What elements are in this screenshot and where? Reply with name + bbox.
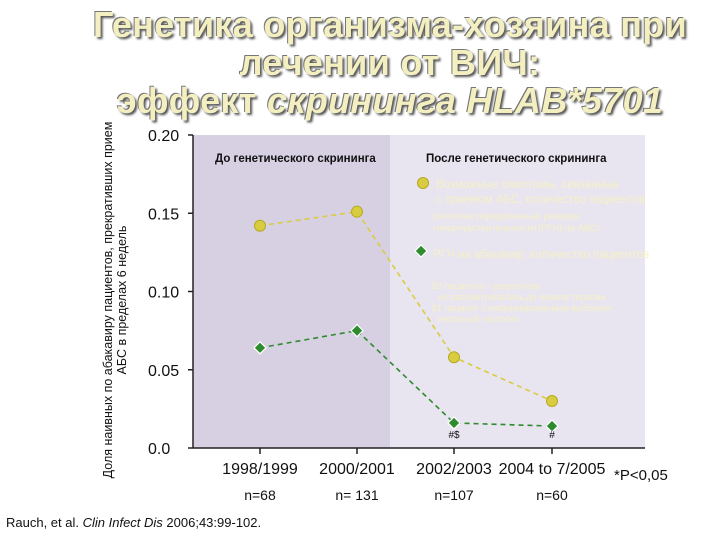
n-label-2: n=107 [434, 487, 474, 503]
y-tick-label-1: 0.05 [148, 362, 180, 380]
legend-note-symptoms-line-1: гиперчувствительности [РГЧ] на АВС) [433, 223, 600, 234]
x-tick-label-1: 2000/2001 [319, 461, 395, 478]
n-label-0: n=68 [244, 487, 276, 503]
legend-note-symptoms-line-0: (включая определенные реакции [433, 211, 580, 222]
region-label-after: После генетического скрининга [426, 153, 607, 165]
citation-journal: Clin Infect Dis [82, 515, 163, 530]
series-0-point-2 [449, 352, 460, 363]
point-annotation-1: # [549, 430, 555, 441]
series-0-point-1 [352, 206, 363, 217]
footnote-1-line-1: неполный гаплотип [438, 314, 520, 324]
footnote-0-line-0: $2 пациента – результаты [432, 281, 541, 291]
region-label-before: До генетического скрининга [215, 153, 376, 165]
region-before-screening [193, 135, 390, 448]
title-line-3-italic: скрининга HLAB*5701 [266, 80, 664, 121]
p-value-note: *P<0,05 [614, 467, 668, 484]
legend-label-symptoms-line-1: с приемом АБС, количество пациентов [436, 194, 646, 206]
citation-rest: 2006;43:99-102. [162, 515, 262, 530]
legend-label-hsr-line-0: РГЧ на абакавир, количество пациентов [433, 249, 650, 261]
series-0-point-0 [255, 220, 266, 231]
legend-marker-symptoms [418, 178, 429, 189]
title-line-2: лечении от ВИЧ: [239, 42, 541, 83]
footnote-1-line-0: $1 пациент с информированным выбором/ [432, 303, 612, 313]
y-tick-label-3: 0.15 [148, 206, 180, 224]
citation [6, 515, 261, 530]
point-annotation-0: #$ [448, 430, 460, 441]
x-tick-label-0: 1998/1999 [222, 461, 298, 478]
footnote-0-line-1: не рассматривались до начала терапии [438, 292, 606, 302]
y-tick-label-4: 0.20 [148, 128, 180, 145]
x-tick-label-2: 2002/2003 [416, 461, 492, 478]
x-tick-label-3: 2004 to 7/2005 [498, 461, 606, 478]
citation-prefix: Rauch, et al. [6, 515, 83, 530]
legend-note-symptoms [433, 211, 600, 234]
y-tick-label-0: 0.0 [148, 441, 171, 458]
y-axis-label: Доля наивных по абакавиру пациентов, прекративших прием АБС в пределах 6 недель [101, 121, 129, 479]
legend-label-symptoms-line-0: Возможные симптомы, связанные [436, 179, 619, 191]
series-0-point-3 [547, 396, 558, 407]
y-tick-label-2: 0.10 [148, 284, 180, 302]
title-line-1: Генетика организма-хозяина при [92, 4, 688, 45]
legend-label-hsr [433, 249, 649, 261]
title-line-3-plain: эффект [116, 80, 267, 121]
n-label-3: n=60 [536, 487, 568, 503]
n-label-1: n= 131 [335, 487, 379, 503]
